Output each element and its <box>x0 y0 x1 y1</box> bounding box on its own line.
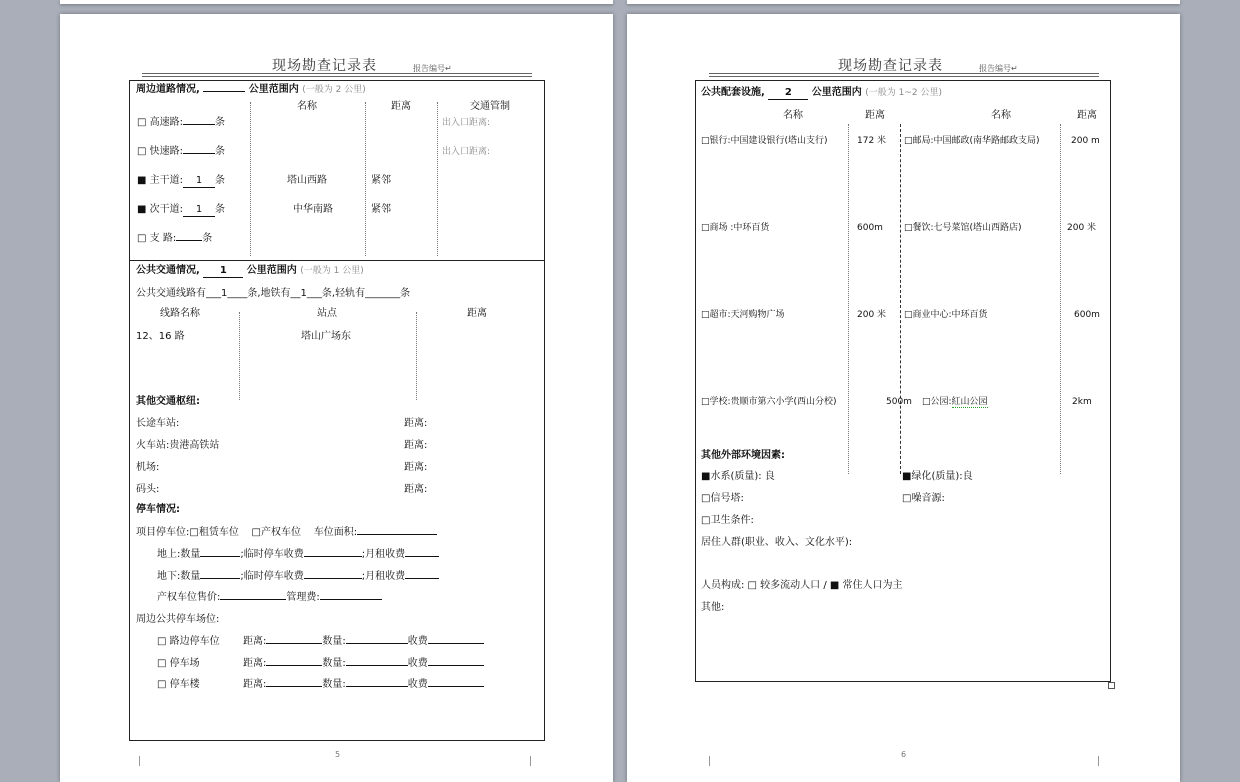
hub-coach: 长途车站: <box>136 418 180 429</box>
parking-public-label: 周边公共停车场位: <box>136 614 220 625</box>
parking-project: 项目停车位:□租赁车位 □产权车位 车位面积: <box>136 527 437 539</box>
document-page-left <box>60 14 613 782</box>
parking-heading: 停车情况: <box>136 504 180 515</box>
transit-line-name: 12、16 路 <box>136 331 185 342</box>
hub-port: 码头: <box>136 484 160 495</box>
road-row-secondary: ■ 次干道: 1 条 <box>137 204 226 215</box>
page-title: 现场勘查记录表 <box>272 58 377 74</box>
facility-supermarket-distance: 200 米 <box>857 310 887 320</box>
env-other: 其他: <box>701 602 725 613</box>
transit-col-stop: 站点 <box>317 308 337 319</box>
transit-col-distance: 距离 <box>467 308 487 319</box>
env-water: ■水系(质量): 良 <box>701 471 775 482</box>
facilities-col-name-2: 名称 <box>991 110 1011 121</box>
env-green: ■绿化(质量):良 <box>902 471 973 482</box>
report-number: 报告编号↵ <box>413 64 452 73</box>
facility-post: □邮局:中国邮政(南华路邮政支局) <box>904 136 1040 146</box>
header-rule <box>142 73 532 77</box>
facility-mall: □商场 :中环百货 <box>701 223 770 233</box>
env-sanitation: □卫生条件: <box>701 515 754 526</box>
parking-public-row: □ 停车场 距离: 数量: 收费 <box>157 658 484 670</box>
road-distance-arterial: 紧邻 <box>371 175 391 186</box>
header-rule <box>709 73 1099 77</box>
hub-train-distance: 距离: <box>404 440 428 451</box>
prev-page-bottom-left <box>60 0 613 4</box>
section-divider <box>129 260 545 261</box>
facility-dining-distance: 200 米 <box>1067 223 1097 233</box>
facility-supermarket: □超市:天河购物广场 <box>701 310 785 320</box>
facility-park: □公园:紅山公园 <box>922 397 988 407</box>
roads-col-name: 名称 <box>297 101 317 112</box>
facility-bank: □银行:中国建设银行(塔山支行) <box>701 136 828 146</box>
road-row-expressway: □ 快速路: 条 <box>137 146 226 157</box>
transit-stop-name: 塔山广场东 <box>301 331 351 342</box>
env-noise: □噪音源: <box>902 493 945 504</box>
facility-school-distance: 500m <box>886 397 912 407</box>
transit-lines: 公共交通线路有___1____条,地铁有__1___条,轻轨有_______条 <box>136 288 411 299</box>
hubs-heading: 其他交通枢纽: <box>136 396 200 407</box>
hub-train: 火车站:贵港高铁站 <box>136 440 220 451</box>
hub-airport: 机场: <box>136 462 160 473</box>
environment-heading: 其他外部环境因素: <box>701 450 785 461</box>
resize-handle[interactable] <box>1108 682 1115 689</box>
facility-school: □学校:贵顺市第六小学(西山分校) <box>701 397 837 407</box>
transit-heading: 公共交通情况, 1 公里范围内 (一般为 1 公里) <box>136 265 364 276</box>
roads-col-traffic: 交通管制 <box>470 101 510 112</box>
facilities-col-distance: 距离 <box>865 110 885 121</box>
facility-business-center-distance: 600m <box>1074 310 1100 320</box>
facility-park-distance: 2km <box>1072 397 1092 407</box>
report-number: 报告编号↵ <box>979 64 1018 73</box>
facility-post-distance: 200 m <box>1071 136 1100 146</box>
road-name-secondary: 中华南路 <box>293 204 333 215</box>
road-row-arterial: ■ 主干道: 1 条 <box>137 175 226 186</box>
parking-public-row: □ 路边停车位 距离: 数量: 收费 <box>157 636 484 648</box>
facility-mall-distance: 600m <box>857 223 883 233</box>
parking-public-row: □ 停车楼 距离: 数量: 收费 <box>157 679 484 691</box>
road-distance-secondary: 紧邻 <box>371 204 391 215</box>
road-name-arterial: 塔山西路 <box>287 175 327 186</box>
env-residents: 居住人群(职业、收入、文化水平): <box>701 537 853 548</box>
facility-bank-distance: 172 米 <box>857 136 887 146</box>
env-composition: 人员构成: □ 较多流动人口 / ■ 常住人口为主 <box>701 580 903 591</box>
page-title: 现场勘查记录表 <box>838 58 943 74</box>
document-page-right <box>627 14 1180 782</box>
corner-mark <box>139 756 146 766</box>
parking-underground: 地下:数量 ;临时停车收费 ;月租收费 <box>157 571 439 583</box>
road-traffic-expressway: 出入口距离: <box>442 147 491 157</box>
corner-mark <box>709 756 716 766</box>
facilities-heading: 公共配套设施, 2 公里范围内 (一般为 1~2 公里) <box>701 87 943 98</box>
parking-price: 产权车位售价: 管理费: <box>157 592 382 604</box>
hub-port-distance: 距离: <box>404 484 428 495</box>
roads-col-distance: 距离 <box>391 101 411 112</box>
parking-ground: 地上:数量 ;临时停车收费 ;月租收费 <box>157 549 439 561</box>
hub-coach-distance: 距离: <box>404 418 428 429</box>
prev-page-bottom-right <box>627 0 1180 4</box>
hub-airport-distance: 距离: <box>404 462 428 473</box>
road-traffic-highway: 出入口距离: <box>442 118 491 128</box>
facility-business-center: □商业中心:中环百货 <box>904 310 988 320</box>
transit-col-line: 线路名称 <box>160 308 200 319</box>
road-row-branch: □ 支 路: 条 <box>137 233 213 244</box>
facilities-col-name: 名称 <box>783 110 803 121</box>
corner-mark <box>530 756 537 766</box>
facility-dining: □餐饮:七号菜馆(塔山西路店) <box>904 223 1022 233</box>
page-number: 5 <box>335 750 341 759</box>
env-tower: □信号塔: <box>701 493 744 504</box>
road-row-highway: □ 高速路: 条 <box>137 117 226 128</box>
page-number: 6 <box>901 750 907 759</box>
roads-heading: 周边道路情况, 公里范围内 (一般为 2 公里) <box>136 84 366 95</box>
corner-mark <box>1098 756 1105 766</box>
facilities-col-distance-2: 距离 <box>1077 110 1097 121</box>
